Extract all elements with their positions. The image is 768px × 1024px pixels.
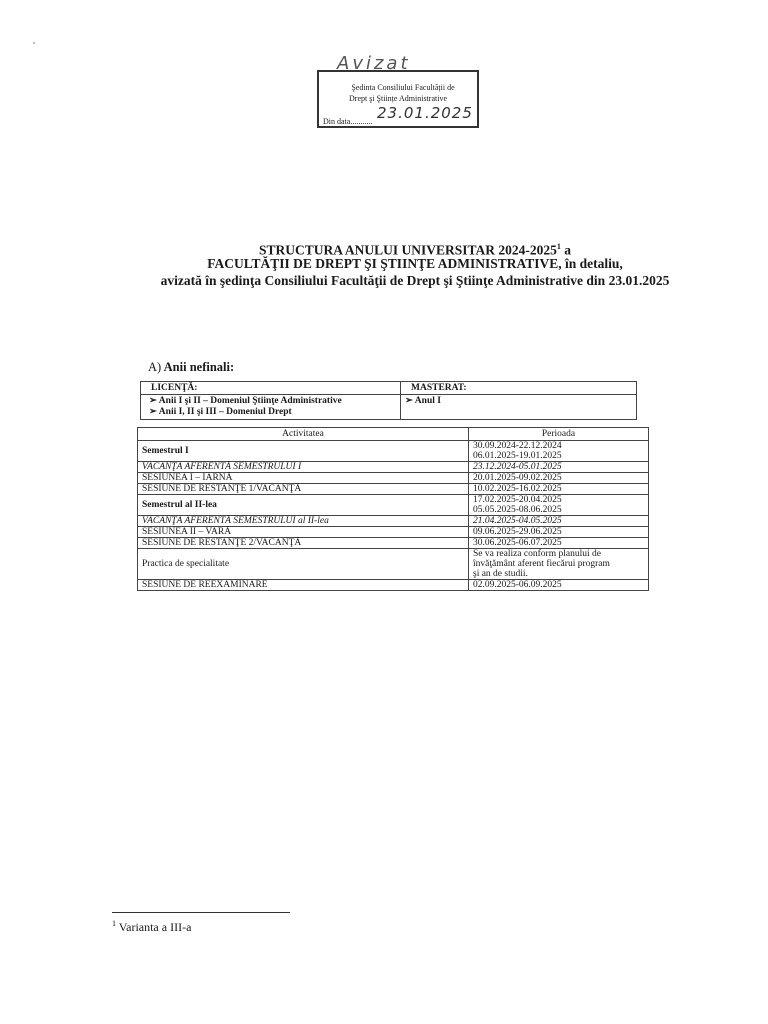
activity-cell: Semestrul I <box>138 441 469 462</box>
approval-stamp <box>317 53 479 128</box>
footnote <box>112 919 191 935</box>
licenta-cell <box>141 395 401 420</box>
activity-column-header: Activitatea <box>138 428 469 441</box>
stamp-line-3: Din data........... <box>323 117 373 126</box>
scan-speck <box>33 42 35 44</box>
period-cell: 09.06.2025-29.06.2025 <box>469 527 649 538</box>
footnote-marker: 1 <box>112 919 116 928</box>
period-cell: 17.02.2025-20.04.2025 05.05.2025-08.06.2025 <box>469 495 649 516</box>
activity-cell: SESIUNE DE RESTANŢE 2/VACANŢĂ <box>138 538 469 549</box>
programs-table <box>140 381 637 420</box>
schedule-table <box>137 427 649 591</box>
activity-cell: SESIUNE DE RESTANŢE 1/VACANŢĂ <box>138 484 469 495</box>
licenta-header: LICENŢĂ: <box>141 382 401 395</box>
footnote-text: Varianta a III-a <box>116 920 192 934</box>
activity-cell: SESIUNE DE REEXAMINARE <box>138 580 469 591</box>
title-line-1: STRUCTURA ANULUI UNIVERSITAR 2024-2025$^1$ a <box>258 242 572 258</box>
table-row <box>138 495 649 516</box>
handwritten-approval: Avizat <box>337 53 411 74</box>
title-line-2: FACULTĂŢII DE DREPT ŞI ŞTIINŢE ADMINISTRATIVE, în detaliu, <box>207 256 623 271</box>
period-cell: 21.04.2025-04.05.2025 <box>469 516 649 527</box>
title-line-3: avizată în şedinţa Consiliului Facultăţii de Drept şi Ştiinţe Administrative din 23.01.2025 <box>160 273 670 288</box>
table-row <box>138 516 649 527</box>
activity-cell: SESIUNEA II – VARĂ <box>138 527 469 538</box>
table-row <box>138 580 649 591</box>
stamp-line-2: Drept şi Ştiințe Administrative <box>349 94 447 103</box>
list-item: ➢ Anii I, II şi III – Domeniul Drept <box>149 407 292 417</box>
handwritten-date: 23.01.2025 <box>377 104 473 122</box>
table-row <box>138 441 649 462</box>
masterat-header: MASTERAT: <box>401 382 637 395</box>
table-row <box>138 484 649 495</box>
period-cell: 02.09.2025-06.09.2025 <box>469 580 649 591</box>
footnote-ref: 1 <box>556 242 561 251</box>
stamp-line-1: Şedinta Consiliului Facultății de <box>351 83 455 92</box>
footnote-separator <box>112 912 290 913</box>
period-cell: 30.06.2025-06.07.2025 <box>469 538 649 549</box>
list-item: ➢ Anul I <box>405 396 441 406</box>
activity-cell: VACANŢA AFERENTĂ SEMESTRULUI I <box>138 462 469 473</box>
period-column-header: Perioada <box>469 428 649 441</box>
activity-cell: Semestrul al II-lea <box>138 495 469 516</box>
period-cell: 23.12.2024-05.01.2025 <box>469 462 649 473</box>
table-row <box>138 527 649 538</box>
activity-cell: SESIUNEA I – IARNĂ <box>138 473 469 484</box>
masterat-cell <box>401 395 637 420</box>
table-row <box>138 462 649 473</box>
period-cell: 20.01.2025-09.02.2025 <box>469 473 649 484</box>
section-a-heading: A) Anii nefinali: <box>148 360 235 374</box>
activity-cell: VACANŢA AFERENTĂ SEMESTRULUI al II-lea <box>138 516 469 527</box>
list-item: ➢ Anii I şi II – Domeniul Ştiinţe Administrative <box>149 396 342 406</box>
period-cell: 30.09.2024-22.12.2024 06.01.2025-19.01.2025 <box>469 441 649 462</box>
table-row <box>138 473 649 484</box>
period-cell: 10.02.2025-16.02.2025 <box>469 484 649 495</box>
period-cell: Se va realiza conform planului de învăţământ aferent fiecărui program şi an de studii. <box>469 549 649 580</box>
table-row <box>138 549 649 580</box>
activity-cell: Practica de specialitate <box>138 549 469 580</box>
table-row <box>138 538 649 549</box>
